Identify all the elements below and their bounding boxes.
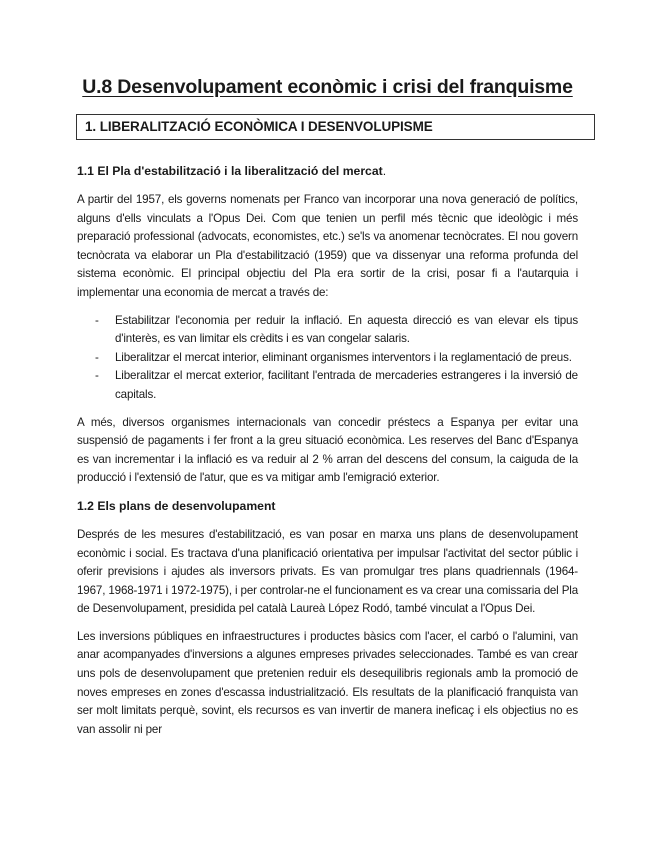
section-heading-box (76, 114, 595, 140)
bullet-text: Liberalitzar el mercat interior, eliminant organismes interventors i la reglamentació de preus. (115, 350, 572, 364)
subsection-heading-1-1-text: 1.1 El Pla d'estabilització i la liberalització del mercat (77, 164, 383, 178)
bullet-marker: - (95, 313, 99, 327)
subsection-heading-1-2: 1.2 Els plans de desenvolupament (77, 498, 276, 513)
document-body (77, 162, 578, 748)
bullet-item-exterior-market (77, 367, 578, 404)
section-heading: 1. LIBERALITZACIÓ ECONÒMICA I DESENVOLUPISME (85, 119, 433, 134)
subsection-heading-1-1 (77, 162, 578, 181)
paragraph-public-investment: Les inversions públiques en infraestructures i productes bàsics com l'acer, el carbó o l'alumini, van anar acompanyades d'inversions a algunes empreses privades seleccionades. També es van crear uns pols de desenvolupament que pretenien reduir els desequilibris regionals amb la promoció de noves empreses en zones d'escassa industrialització. Els resultats de la planificació franquista van ser molt limitats perquè, sovint, els recursos es van invertir de manera ineficaç i els objectius no es van assolir ni per (77, 629, 578, 736)
paragraph-international-loans: A més, diversos organismes internacionals van concedir préstecs a Espanya per evitar una suspensió de pagaments i fer front a la greu situació econòmica. Les reserves del Banc d'Espanya es van incrementar i la inflació es va reduir al 2 % arran del descens del consum, la caiguda de la producció i l'extensió de l'atur, que es va mitigar amb l'emigració exterior. (77, 415, 578, 485)
bullet-item-stabilize (77, 312, 578, 349)
bullet-text: Estabilitzar l'economia per reduir la inflació. En aquesta direcció es van elevar els tipus d'interès, es van limitar els crèdits i es van congelar salaris. (115, 313, 578, 346)
subsection-heading-1-1-period: . (382, 164, 387, 178)
bullet-marker: - (95, 350, 99, 364)
bullet-item-interior-market (77, 349, 578, 368)
paragraph-technocrats: A partir del 1957, els governs nomenats per Franco van incorporar una nova generació de polítics, alguns d'ells vinculats a l'Opus Dei. Com que tenien un perfil més tècnic que ideològic i més preparació professional (advocats, economistes, etc.) se'ls va anomenar tecnòcrates. El nou govern tecnòcrata va elaborar un Pla d'estabilització (1959) que va dissenyar una reforma profunda del sistema econòmic. El principal objectiu del Pla era sortir de la crisi, posar fi a l'autarquia i implementar una economia de mercat a través de: (77, 193, 578, 299)
page-title: U.8 Desenvolupament econòmic i crisi del franquisme (82, 76, 573, 98)
bullet-marker: - (95, 369, 99, 383)
bullet-text: Liberalitzar el mercat exterior, facilitant l'entrada de mercaderies estrangeres i la inversió de capitals. (115, 369, 578, 401)
bullet-list (77, 312, 578, 405)
paragraph-development-plans: Després de les mesures d'estabilització, es van posar en marxa uns plans de desenvolupament econòmic i social. Es tractava d'una planificació orientativa per impulsar l'activitat del sector públic i oferir previsions i ajudes als inversors privats. Es van promulgar tres plans quadriennals (1964-1967, 1968-1971 i 1972-1975), i per controlar-ne el funcionament es va crear una comissaria del Pla de Desenvolupament, presidida pel català Laureà López Rodó, també vinculat a l'Opus Dei. (77, 527, 578, 616)
